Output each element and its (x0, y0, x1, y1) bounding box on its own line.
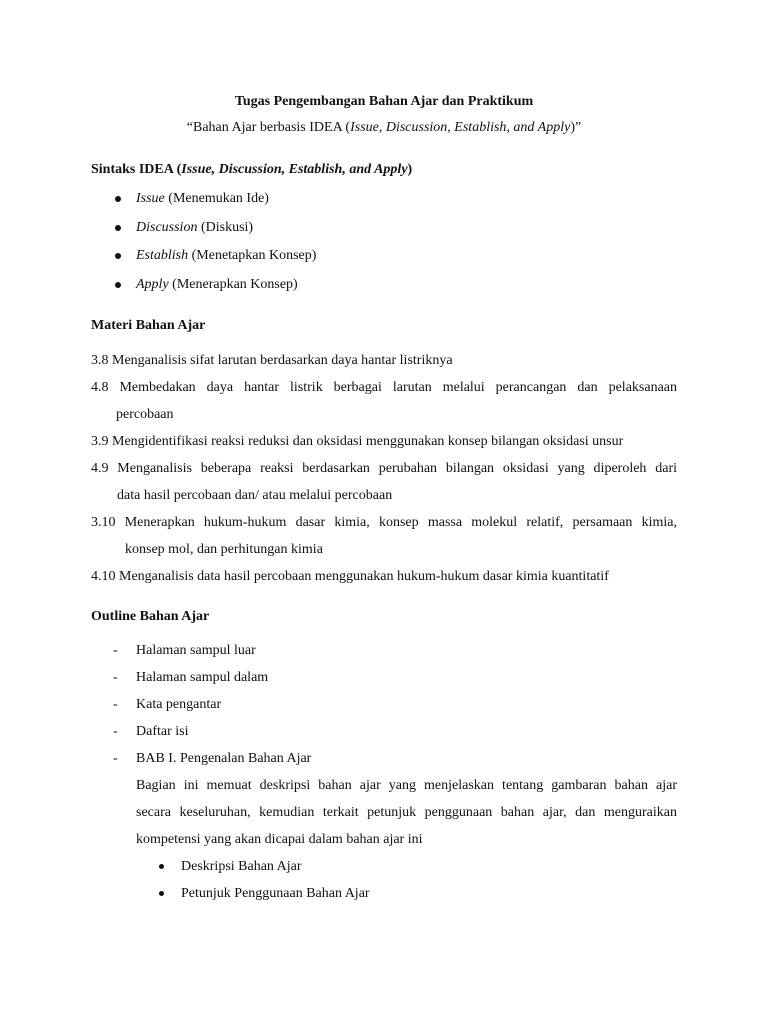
sintaks-desc: (Menetapkan Konsep) (188, 248, 317, 264)
list-item (91, 374, 677, 428)
sintaks-desc: (Menemukan Ide) (164, 191, 269, 206)
materi-line: 4.10 Menganalisis data hasil percobaan menggunakan hukum-hukum dasar kimia kuantitatif (91, 569, 609, 584)
bullet-icon (115, 253, 121, 259)
sintaks-heading (91, 162, 412, 178)
bab1-desc-line: Bagian ini memuat deskripsi bahan ajar yang menjelaskan tentang gambaran bahan ajar (136, 778, 677, 793)
bab1-description (136, 772, 677, 853)
list-item (113, 637, 677, 664)
list-item (113, 218, 316, 247)
list-item (91, 563, 677, 590)
subtitle-suffix: )” (570, 120, 582, 135)
dash-marker: - (113, 670, 118, 685)
document-subtitle (0, 120, 768, 136)
subtitle-italic: Issue, Discussion, Establish, and Apply (350, 120, 571, 135)
bullet-icon (159, 864, 164, 869)
sintaks-desc: (Diskusi) (197, 219, 254, 235)
outline-list (113, 637, 677, 907)
sintaks-heading-suffix: ) (407, 162, 413, 177)
bab1-sub-list (136, 853, 677, 907)
outline-item-label: Halaman sampul dalam (136, 670, 269, 685)
bullet-icon (115, 225, 121, 231)
dash-marker: - (113, 697, 118, 712)
sintaks-term: Issue (136, 191, 165, 206)
materi-line: 4.8 Membedakan daya hantar listrik berbagai larutan melalui perancangan dan pelaksanaan (91, 380, 677, 395)
materi-line: 4.9 Menganalisis beberapa reaksi berdasarkan perubahan bilangan oksidasi yang diperoleh dari (91, 461, 677, 476)
list-item (113, 246, 316, 275)
list-item (113, 745, 677, 907)
outline-item-label: Halaman sampul luar (136, 643, 256, 658)
list-item (136, 880, 677, 907)
dash-marker: - (113, 724, 118, 739)
list-item (113, 664, 677, 691)
sintaks-term: Discussion (136, 219, 198, 235)
materi-line: 3.9 Mengidentifikasi reaksi reduksi dan oksidasi menggunakan konsep bilangan oksidasi unsur (91, 434, 624, 449)
sintaks-heading-prefix: Sintaks IDEA ( (91, 162, 182, 177)
materi-heading: Materi Bahan Ajar (91, 318, 206, 333)
sintaks-term: Establish (136, 248, 189, 264)
materi-line: 3.8 Menganalisis sifat larutan berdasarkan daya hantar listriknya (91, 353, 453, 368)
dash-marker: - (113, 643, 118, 658)
list-item (91, 455, 677, 509)
bab1-desc-line: kompetensi yang akan dicapai dalam bahan ajar ini (136, 832, 423, 847)
list-item (136, 853, 677, 880)
document-title: Tugas Pengembangan Bahan Ajar dan Praktikum (234, 94, 534, 109)
outline-item-label: Kata pengantar (136, 697, 222, 712)
outline-heading: Outline Bahan Ajar (91, 609, 210, 624)
list-item (113, 275, 316, 304)
bullet-icon (159, 891, 164, 896)
materi-line: 3.10 Menerapkan hukum-hukum dasar kimia, konsep massa molekul relatif, persamaan kimia, (91, 515, 677, 530)
materi-line-cont: percobaan (116, 407, 174, 422)
list-item (91, 509, 677, 563)
materi-list (91, 347, 677, 590)
list-item (113, 718, 677, 745)
list-item (113, 189, 316, 218)
sintaks-list (113, 189, 316, 303)
sintaks-heading-italic: Issue, Discussion, Establish, and Apply (181, 162, 408, 177)
bullet-icon (115, 282, 121, 288)
bab1-sub-item: Petunjuk Penggunaan Bahan Ajar (181, 886, 370, 901)
materi-line-cont: konsep mol, dan perhitungan kimia (125, 542, 323, 557)
list-item (91, 347, 677, 374)
subtitle-prefix: “Bahan Ajar berbasis IDEA ( (186, 120, 351, 135)
bullet-icon (115, 196, 121, 202)
outline-item-label: BAB I. Pengenalan Bahan Ajar (136, 751, 312, 766)
sintaks-desc: (Menerapkan Konsep) (168, 276, 298, 292)
bab1-sub-item: Deskripsi Bahan Ajar (181, 859, 302, 874)
dash-marker: - (113, 751, 118, 766)
outline-item-label: Daftar isi (136, 724, 189, 739)
bab1-desc-line: secara keseluruhan, kemudian terkait petunjuk penggunaan bahan ajar, dan menguraikan (136, 805, 677, 820)
list-item (91, 428, 677, 455)
materi-line-cont: data hasil percobaan dan/ atau melalui percobaan (117, 488, 393, 503)
sintaks-term: Apply (136, 276, 169, 292)
list-item (113, 691, 677, 718)
